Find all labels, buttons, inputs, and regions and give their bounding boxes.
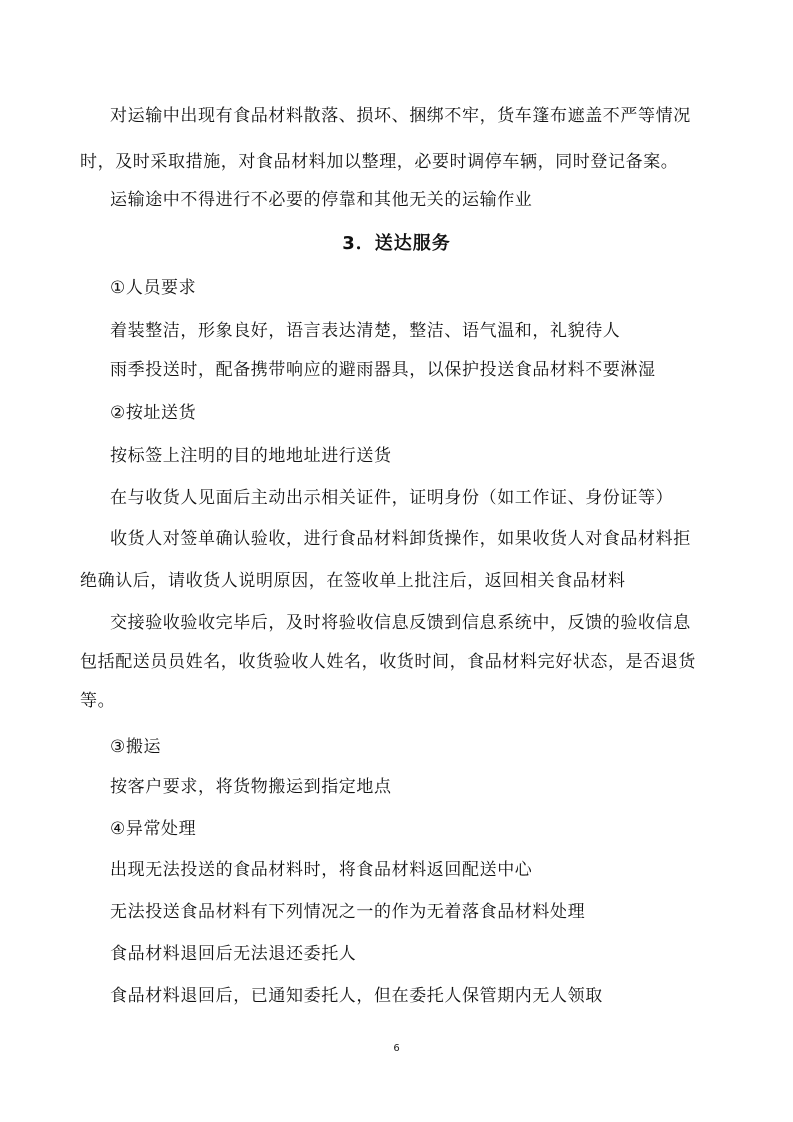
list-item-line: 等。: [80, 691, 116, 711]
list-item-line: 收货人对签单确认验收，进行食品材料卸货操作，如果收货人对食品材料拒: [110, 529, 691, 549]
page-number: 6: [393, 1043, 400, 1054]
list-item-heading: ④异常处理: [110, 819, 197, 839]
list-item-line: 绝确认后，请收货人说明原因，在签收单上批注后，返回相关食品材料: [80, 571, 626, 591]
list-item-line: 交接验收验收完毕后，及时将验收信息反馈到信息系统中，反馈的验收信息: [110, 613, 691, 633]
list-item: 食品材料退回后，已通知委托人，但在委托人保管期内无人领取: [110, 986, 603, 1006]
list-item-line: 包括配送员员姓名，收货验收人姓名，收货时间，食品材料完好状态，是否退货: [80, 652, 696, 672]
section-heading: 3．送达服务: [342, 233, 451, 254]
paragraph-line: 对运输中出现有食品材料散落、损坏、捆绑不牢，货车篷布遮盖不严等情况: [110, 106, 691, 126]
list-item: 雨季投送时，配备携带响应的避雨器具，以保护投送食品材料不要淋湿: [110, 360, 656, 380]
paragraph-line: 运输途中不得进行不必要的停靠和其他无关的运输作业: [110, 190, 533, 210]
list-item-heading: ②按址送货: [110, 403, 197, 423]
list-item-heading: ①人员要求: [110, 278, 197, 298]
list-item: 无法投送食品材料有下列情况之一的作为无着落食品材料处理: [110, 902, 586, 922]
list-item: 着装整洁，形象良好，语言表达清楚，整洁、语气温和，礼貌待人: [110, 321, 621, 341]
list-item: 食品材料退回后无法退还委托人: [110, 944, 357, 964]
list-item: 在与收货人见面后主动出示相关证件，证明身份（如工作证、身份证等）: [110, 488, 674, 508]
list-item: 按客户要求，将货物搬运到指定地点: [110, 777, 392, 797]
paragraph-line: 时，及时采取措施，对食品材料加以整理，必要时调停车辆，同时登记备案。: [80, 152, 679, 172]
list-item: 出现无法投送的食品材料时，将食品材料返回配送中心: [110, 860, 533, 880]
list-item-heading: ③搬运: [110, 737, 162, 757]
list-item: 按标签上注明的目的地地址进行送货: [110, 446, 392, 466]
